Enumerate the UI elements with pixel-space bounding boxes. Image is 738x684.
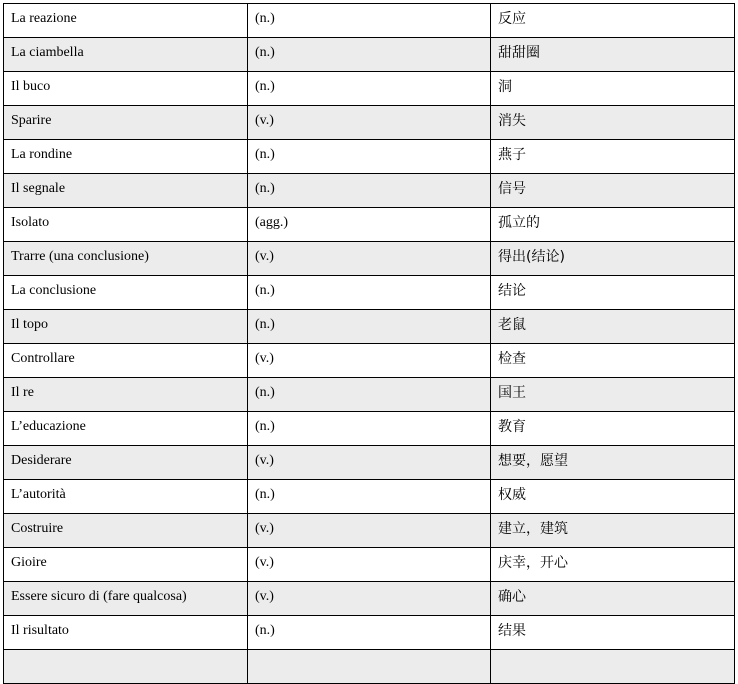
italian-term-cell [4, 616, 248, 650]
chinese-translation-text [498, 650, 727, 658]
italian-term-cell [4, 514, 248, 548]
table-row [4, 344, 735, 378]
chinese-translation-cell [491, 616, 735, 650]
italian-term-text: Essere sicuro di (fare qualcosa) [11, 589, 187, 604]
part-of-speech-cell [248, 106, 491, 140]
table-row [4, 208, 735, 242]
part-of-speech-cell [248, 38, 491, 72]
italian-term-text: Il buco [11, 79, 51, 94]
italian-term-cell [4, 650, 248, 684]
part-of-speech-cell [248, 140, 491, 174]
chinese-translation-cell [491, 650, 735, 684]
part-of-speech-cell [248, 310, 491, 344]
part-of-speech-text: (v.) [255, 351, 274, 366]
part-of-speech-text: (v.) [255, 521, 274, 536]
table-row [4, 174, 735, 208]
part-of-speech-text: (v.) [255, 453, 274, 468]
part-of-speech-text: (n.) [255, 45, 275, 60]
part-of-speech-cell [248, 446, 491, 480]
italian-term-cell [4, 4, 248, 38]
italian-term-text: Costruire [11, 521, 64, 536]
chinese-translation-cell [491, 72, 735, 106]
part-of-speech-text: (n.) [255, 283, 275, 298]
italian-term-text: Controllare [11, 351, 75, 366]
chinese-translation-text: 检查 [498, 351, 526, 367]
chinese-translation-text: 洞 [498, 79, 512, 95]
part-of-speech-cell [248, 242, 491, 276]
italian-term-cell [4, 174, 248, 208]
italian-term-text: Sparire [11, 113, 52, 128]
chinese-translation-cell [491, 310, 735, 344]
chinese-translation-text: 反应 [498, 11, 526, 27]
part-of-speech-text: (n.) [255, 317, 275, 332]
chinese-translation-text: 甜甜圈 [498, 45, 540, 61]
chinese-translation-text: 庆幸，开心 [498, 555, 568, 571]
chinese-translation-text: 国王 [498, 385, 526, 401]
part-of-speech-cell [248, 650, 491, 684]
chinese-translation-text: 信号 [498, 181, 526, 197]
italian-term-text: Il re [11, 385, 34, 400]
chinese-translation-cell [491, 548, 735, 582]
chinese-translation-cell [491, 480, 735, 514]
part-of-speech-text: (v.) [255, 589, 274, 604]
italian-term-cell [4, 480, 248, 514]
table-row [4, 378, 735, 412]
part-of-speech-text: (n.) [255, 79, 275, 94]
table-row [4, 548, 735, 582]
chinese-translation-text: 结果 [498, 623, 526, 639]
chinese-translation-cell [491, 344, 735, 378]
part-of-speech-cell [248, 412, 491, 446]
part-of-speech-cell [248, 174, 491, 208]
italian-term-text: Gioire [11, 555, 47, 570]
chinese-translation-text: 确心 [498, 589, 526, 605]
italian-term-text: La ciambella [11, 45, 84, 60]
table-row [4, 140, 735, 174]
part-of-speech-text: (n.) [255, 181, 275, 196]
chinese-translation-cell [491, 4, 735, 38]
table-row [4, 446, 735, 480]
chinese-translation-cell [491, 140, 735, 174]
part-of-speech-cell [248, 378, 491, 412]
table-row [4, 310, 735, 344]
chinese-translation-cell [491, 412, 735, 446]
vocabulary-table [3, 3, 735, 684]
part-of-speech-text: (agg.) [255, 215, 289, 230]
italian-term-cell [4, 582, 248, 616]
italian-term-cell [4, 412, 248, 446]
chinese-translation-cell [491, 514, 735, 548]
italian-term-cell [4, 276, 248, 310]
part-of-speech-text: (n.) [255, 385, 275, 400]
italian-term-cell [4, 72, 248, 106]
part-of-speech-cell [248, 344, 491, 378]
chinese-translation-cell [491, 446, 735, 480]
chinese-translation-text: 老鼠 [498, 317, 526, 333]
italian-term-cell [4, 446, 248, 480]
part-of-speech-text: (v.) [255, 249, 274, 264]
chinese-translation-text: 结论 [498, 283, 526, 299]
part-of-speech-text: (v.) [255, 555, 274, 570]
chinese-translation-cell [491, 106, 735, 140]
italian-term-cell [4, 378, 248, 412]
part-of-speech-cell [248, 4, 491, 38]
part-of-speech-cell [248, 616, 491, 650]
table-row [4, 242, 735, 276]
part-of-speech-text: (v.) [255, 113, 274, 128]
italian-term-text: La conclusione [11, 283, 97, 298]
table-row [4, 514, 735, 548]
chinese-translation-cell [491, 276, 735, 310]
table-row [4, 4, 735, 38]
italian-term-cell [4, 242, 248, 276]
chinese-translation-cell [491, 378, 735, 412]
italian-term-text: Il topo [11, 317, 48, 332]
italian-term-text: L’educazione [11, 419, 86, 434]
chinese-translation-text: 燕子 [498, 147, 526, 163]
italian-term-cell [4, 38, 248, 72]
table-row [4, 616, 735, 650]
part-of-speech-cell [248, 480, 491, 514]
table-row [4, 106, 735, 140]
italian-term-text: Desiderare [11, 453, 72, 468]
italian-term-cell [4, 310, 248, 344]
italian-term-cell [4, 106, 248, 140]
part-of-speech-text: (n.) [255, 419, 275, 434]
italian-term-text: La rondine [11, 147, 73, 162]
chinese-translation-text: 建立，建筑 [498, 521, 568, 537]
chinese-translation-text: 想要，愿望 [498, 453, 568, 469]
table-row [4, 38, 735, 72]
italian-term-text: La reazione [11, 11, 77, 26]
part-of-speech-cell [248, 514, 491, 548]
table-row [4, 412, 735, 446]
italian-term-cell [4, 140, 248, 174]
chinese-translation-cell [491, 208, 735, 242]
table-row [4, 72, 735, 106]
italian-term-cell [4, 208, 248, 242]
part-of-speech-text: (n.) [255, 11, 275, 26]
italian-term-cell [4, 344, 248, 378]
italian-term-text: Il segnale [11, 181, 66, 196]
chinese-translation-cell [491, 242, 735, 276]
part-of-speech-cell [248, 208, 491, 242]
chinese-translation-cell [491, 38, 735, 72]
part-of-speech-cell [248, 582, 491, 616]
vocabulary-table-body [4, 4, 735, 684]
italian-term-text [11, 650, 240, 658]
part-of-speech-cell [248, 72, 491, 106]
chinese-translation-text: 教育 [498, 419, 526, 435]
table-row [4, 480, 735, 514]
table-row [4, 276, 735, 310]
table-row [4, 582, 735, 616]
italian-term-cell [4, 548, 248, 582]
chinese-translation-text: 消失 [498, 113, 526, 129]
chinese-translation-text: 权威 [498, 487, 526, 503]
italian-term-text: Isolato [11, 215, 50, 230]
table-row [4, 650, 735, 684]
italian-term-text: Il risultato [11, 623, 69, 638]
chinese-translation-cell [491, 582, 735, 616]
italian-term-text: Trarre (una conclusione) [11, 249, 149, 264]
part-of-speech-text [255, 650, 483, 658]
italian-term-text: L’autorità [11, 487, 66, 502]
chinese-translation-text: 孤立的 [498, 215, 540, 231]
chinese-translation-cell [491, 174, 735, 208]
part-of-speech-text: (n.) [255, 623, 275, 638]
part-of-speech-cell [248, 276, 491, 310]
part-of-speech-text: (n.) [255, 147, 275, 162]
part-of-speech-text: (n.) [255, 487, 275, 502]
part-of-speech-cell [248, 548, 491, 582]
chinese-translation-text: 得出(结论) [498, 249, 565, 265]
